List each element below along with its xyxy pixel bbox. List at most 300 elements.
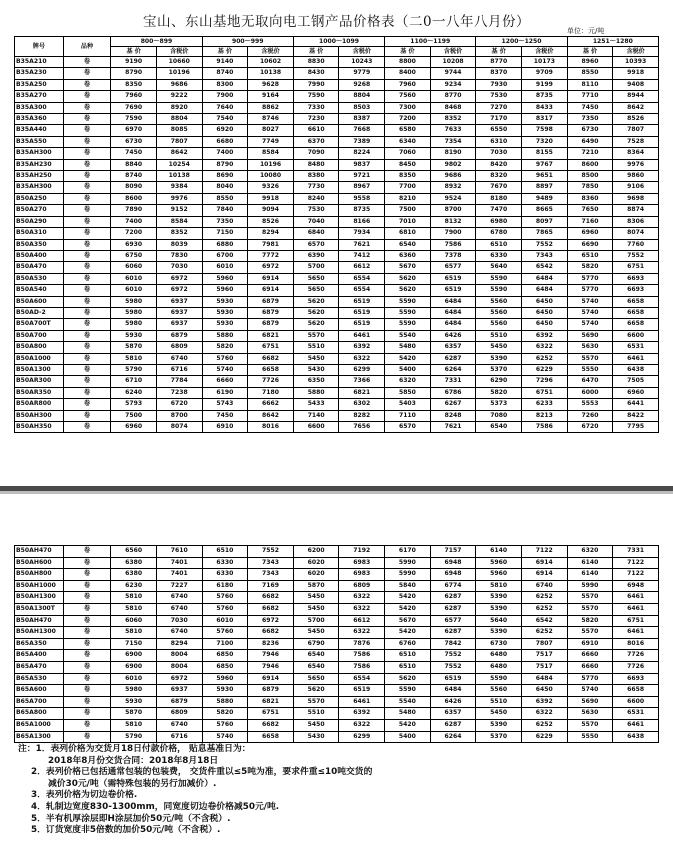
price-cell: 8236 — [248, 638, 294, 650]
price-cell: 6751 — [248, 708, 294, 720]
grade-cell: B35A550 — [15, 136, 64, 147]
price-cell: 5930 — [202, 307, 248, 318]
variety-cell: 卷 — [63, 557, 111, 569]
price-cell: 8746 — [248, 114, 294, 125]
price-cell: 5930 — [111, 696, 157, 708]
price-cell: 6658 — [613, 319, 659, 330]
price-cell: 6960 — [567, 228, 613, 239]
price-cell: 7450 — [111, 148, 157, 159]
price-cell: 7552 — [430, 661, 476, 673]
price-cell: 6660 — [567, 650, 613, 662]
grade-cell: B65A1000 — [15, 719, 64, 731]
price-cell: 8190 — [430, 148, 476, 159]
price-cell: 7150 — [111, 638, 157, 650]
table-row — [15, 731, 659, 743]
price-cell: 8740 — [111, 171, 157, 182]
price-cell: 6570 — [385, 422, 431, 433]
table-row — [15, 228, 659, 239]
table-row — [15, 615, 659, 627]
price-cell: 6519 — [339, 307, 385, 318]
price-cell: 5570 — [567, 627, 613, 639]
grade-cell: B50A400 — [15, 250, 64, 261]
price-cell: 6010 — [111, 285, 157, 296]
price-cell: 8085 — [156, 125, 202, 136]
price-cell: 8960 — [567, 57, 613, 68]
table-row — [15, 125, 659, 136]
price-cell: 6010 — [111, 673, 157, 685]
price-cell: 10196 — [248, 159, 294, 170]
variety-cell: 卷 — [63, 319, 111, 330]
header-width: 1200～1250 — [476, 37, 567, 47]
price-cell: 8420 — [476, 159, 522, 170]
price-cell: 5810 — [111, 719, 157, 731]
price-cell: 8110 — [567, 79, 613, 90]
price-cell: 7040 — [293, 216, 339, 227]
price-cell: 7749 — [248, 136, 294, 147]
price-cell: 7700 — [385, 182, 431, 193]
price-cell: 8016 — [248, 422, 294, 433]
price-cell: 7300 — [385, 102, 431, 113]
price-cell: 8642 — [156, 148, 202, 159]
variety-cell: 卷 — [63, 364, 111, 375]
price-cell: 7331 — [613, 546, 659, 558]
price-cell: 6510 — [385, 650, 431, 662]
grade-cell: B50AD-2 — [15, 307, 64, 318]
price-cell: 8642 — [248, 410, 294, 421]
price-cell: 7350 — [567, 114, 613, 125]
price-cell: 7100 — [202, 638, 248, 650]
price-cell: 6540 — [385, 239, 431, 250]
price-cell: 6660 — [567, 661, 613, 673]
price-cell: 7590 — [293, 91, 339, 102]
price-cell: 6370 — [293, 136, 339, 147]
variety-cell: 卷 — [63, 546, 111, 558]
grade-cell: B35A230 — [15, 68, 64, 79]
price-cell: 5790 — [111, 731, 157, 743]
price-cell: 6740 — [156, 603, 202, 615]
price-cell: 9326 — [248, 182, 294, 193]
variety-cell: 卷 — [63, 91, 111, 102]
price-cell: 8380 — [293, 171, 339, 182]
table-row — [15, 296, 659, 307]
grade-cell: B50A540 — [15, 285, 64, 296]
price-cell: 8282 — [339, 410, 385, 421]
price-cell: 7517 — [521, 661, 567, 673]
header-tax-price: 含税价 — [430, 47, 476, 57]
price-cell: 9152 — [156, 205, 202, 216]
price-cell: 6357 — [430, 342, 476, 353]
header-tax-price: 含税价 — [522, 47, 568, 57]
price-cell: 6577 — [430, 615, 476, 627]
price-cell: 5403 — [385, 399, 431, 410]
price-cell: 7650 — [567, 205, 613, 216]
price-cell: 10393 — [613, 57, 659, 68]
grade-cell: B50A250 — [15, 193, 64, 204]
price-cell: 6392 — [339, 342, 385, 353]
price-cell: 6519 — [339, 296, 385, 307]
price-cell: 8248 — [430, 410, 476, 421]
price-cell: 6850 — [202, 650, 248, 662]
price-cell: 5420 — [385, 719, 431, 731]
price-cell: 6580 — [385, 125, 431, 136]
price-cell: 6322 — [339, 353, 385, 364]
price-cell: 8874 — [613, 205, 659, 216]
price-cell: 6840 — [293, 228, 339, 239]
price-cell: 5820 — [567, 615, 613, 627]
grade-cell: B50A530 — [15, 273, 64, 284]
variety-cell: 卷 — [63, 239, 111, 250]
price-cell: 5420 — [385, 603, 431, 615]
price-cell: 7726 — [613, 661, 659, 673]
price-cell: 6484 — [430, 319, 476, 330]
price-cell: 6490 — [567, 136, 613, 147]
price-cell: 6322 — [339, 603, 385, 615]
price-cell: 5620 — [385, 673, 431, 685]
grade-cell: B50A1300 — [15, 364, 64, 375]
price-cell: 8320 — [476, 171, 522, 182]
price-cell: 8584 — [248, 148, 294, 159]
price-cell: 8700 — [430, 205, 476, 216]
price-cell: 8600 — [567, 159, 613, 170]
price-cell: 5990 — [385, 557, 431, 569]
price-cell: 6700 — [202, 250, 248, 261]
table-row — [15, 239, 659, 250]
price-cell: 6550 — [476, 125, 522, 136]
header-base-price: 基 价 — [567, 47, 613, 57]
price-cell: 6252 — [521, 719, 567, 731]
price-cell: 9140 — [202, 57, 248, 68]
page-break-shadow — [0, 491, 673, 494]
price-cell: 5810 — [111, 627, 157, 639]
price-cell: 6716 — [156, 364, 202, 375]
table-row — [15, 285, 659, 296]
price-cell: 9094 — [248, 205, 294, 216]
table-row — [15, 330, 659, 341]
price-cell: 6200 — [293, 546, 339, 558]
price-cell: 6519 — [430, 285, 476, 296]
variety-cell: 卷 — [63, 193, 111, 204]
price-cell: 5980 — [111, 307, 157, 318]
price-cell: 5810 — [476, 580, 522, 592]
price-cell: 7238 — [156, 387, 202, 398]
price-cell: 6937 — [156, 319, 202, 330]
price-cell: 6879 — [156, 330, 202, 341]
price-cell: 6484 — [430, 307, 476, 318]
price-cell: 6360 — [385, 250, 431, 261]
price-cell: 6693 — [613, 285, 659, 296]
price-cell: 8430 — [293, 68, 339, 79]
price-cell: 6484 — [521, 673, 567, 685]
price-cell: 6540 — [293, 661, 339, 673]
price-cell: 5640 — [476, 262, 522, 273]
price-cell: 9106 — [613, 182, 659, 193]
price-cell: 7090 — [293, 148, 339, 159]
price-cell: 6751 — [613, 615, 659, 627]
price-cell: 6438 — [613, 364, 659, 375]
price-cell: 6170 — [385, 546, 431, 558]
table-row — [15, 387, 659, 398]
price-cell: 5760 — [202, 592, 248, 604]
grade-cell: B50A310 — [15, 228, 64, 239]
price-cell: 5980 — [111, 296, 157, 307]
price-cell: 5640 — [476, 615, 522, 627]
variety-cell: 卷 — [63, 387, 111, 398]
price-cell: 6140 — [476, 546, 522, 558]
price-cell: 6322 — [339, 627, 385, 639]
price-cell: 8480 — [293, 159, 339, 170]
price-cell: 6230 — [111, 580, 157, 592]
price-cell: 7552 — [613, 250, 659, 261]
price-cell: 5960 — [476, 557, 522, 569]
price-cell: 8039 — [156, 239, 202, 250]
price-cell: 7760 — [613, 239, 659, 250]
price-cell: 8584 — [156, 216, 202, 227]
variety-cell: 卷 — [63, 592, 111, 604]
table-row — [15, 159, 659, 170]
table-row — [15, 696, 659, 708]
price-cell: 5760 — [202, 719, 248, 731]
grade-cell: B50AR350 — [15, 387, 64, 398]
price-cell: 8224 — [339, 148, 385, 159]
price-cell: 6380 — [111, 569, 157, 581]
price-cell: 8550 — [202, 193, 248, 204]
table-row — [15, 205, 659, 216]
price-cell: 6658 — [613, 685, 659, 697]
variety-cell: 卷 — [63, 376, 111, 387]
price-cell: 6983 — [339, 557, 385, 569]
table-row — [15, 399, 659, 410]
grade-cell: B65A1300 — [15, 731, 64, 743]
table-row — [15, 685, 659, 697]
price-cell: 5540 — [385, 330, 431, 341]
price-cell: 5930 — [202, 685, 248, 697]
grade-cell: B50A270 — [15, 205, 64, 216]
price-cell: 7670 — [476, 182, 522, 193]
price-cell: 5450 — [293, 592, 339, 604]
price-cell: 10138 — [156, 171, 202, 182]
price-cell: 5980 — [111, 319, 157, 330]
price-cell: 5390 — [476, 592, 522, 604]
price-cell: 5620 — [385, 273, 431, 284]
table-row — [15, 364, 659, 375]
price-cell: 7633 — [430, 125, 476, 136]
price-cell: 9190 — [111, 57, 157, 68]
price-cell: 10080 — [248, 171, 294, 182]
price-cell: 6730 — [567, 125, 613, 136]
price-cell: 6461 — [339, 696, 385, 708]
price-cell: 6948 — [430, 557, 476, 569]
price-cell: 9268 — [339, 79, 385, 90]
price-cell: 8700 — [156, 410, 202, 421]
price-cell: 6810 — [385, 228, 431, 239]
grade-cell: B50AR300 — [15, 376, 64, 387]
price-cell: 5740 — [202, 731, 248, 743]
price-cell: 6542 — [521, 615, 567, 627]
price-cell: 9779 — [339, 68, 385, 79]
price-cell: 9686 — [156, 79, 202, 90]
price-cell: 7842 — [430, 638, 476, 650]
price-cell: 5760 — [202, 627, 248, 639]
price-cell: 6519 — [430, 673, 476, 685]
price-cell: 8090 — [111, 182, 157, 193]
price-cell: 6740 — [156, 353, 202, 364]
price-cell: 5960 — [202, 285, 248, 296]
variety-cell: 卷 — [63, 205, 111, 216]
price-cell: 9222 — [156, 91, 202, 102]
table-row — [15, 557, 659, 569]
price-cell: 6287 — [430, 603, 476, 615]
price-cell: 5390 — [476, 353, 522, 364]
header-base-price: 基 价 — [476, 47, 522, 57]
price-cell: 6972 — [248, 262, 294, 273]
price-cell: 7586 — [430, 239, 476, 250]
price-cell: 5670 — [385, 262, 431, 273]
price-cell: 6480 — [476, 650, 522, 662]
price-cell: 6690 — [567, 239, 613, 250]
price-cell: 6910 — [567, 638, 613, 650]
table-row — [15, 353, 659, 364]
price-cell: 6914 — [248, 273, 294, 284]
price-cell: 6519 — [339, 685, 385, 697]
price-cell: 6510 — [385, 661, 431, 673]
price-cell: 7586 — [339, 661, 385, 673]
price-cell: 9860 — [613, 171, 659, 182]
price-cell: 6320 — [567, 546, 613, 558]
grade-cell: B35A250 — [15, 79, 64, 90]
table-row — [15, 719, 659, 731]
price-cell: 6252 — [521, 603, 567, 615]
price-cell: 5433 — [293, 399, 339, 410]
table-row — [15, 182, 659, 193]
price-cell: 6751 — [613, 262, 659, 273]
price-cell: 6461 — [613, 627, 659, 639]
price-cell: 5990 — [385, 569, 431, 581]
price-cell: 5390 — [476, 603, 522, 615]
variety-cell: 卷 — [63, 342, 111, 353]
price-cell: 6531 — [613, 342, 659, 353]
price-cell: 8370 — [476, 68, 522, 79]
price-cell: 6461 — [613, 353, 659, 364]
header-tax-price: 含税价 — [339, 47, 385, 57]
price-cell: 5980 — [111, 685, 157, 697]
table-row — [15, 708, 659, 720]
table-row — [15, 102, 659, 113]
price-cell: 6960 — [613, 387, 659, 398]
price-cell: 8027 — [248, 125, 294, 136]
price-cell: 7830 — [156, 250, 202, 261]
price-cell: 6786 — [430, 387, 476, 398]
variety-cell: 卷 — [63, 638, 111, 650]
price-cell: 7343 — [522, 250, 568, 261]
price-cell: 5390 — [476, 719, 522, 731]
price-cell: 6720 — [156, 399, 202, 410]
price-cell: 7930 — [476, 79, 522, 90]
price-cell: 6693 — [613, 273, 659, 284]
note-line: 减价30元/吨（需特殊包装的另行加减价）. — [48, 778, 217, 789]
price-cell: 6900 — [111, 661, 157, 673]
price-cell: 6948 — [613, 580, 659, 592]
price-cell: 5630 — [567, 708, 613, 720]
variety-cell: 卷 — [63, 148, 111, 159]
price-cell: 8210 — [385, 193, 431, 204]
price-cell: 5450 — [293, 627, 339, 639]
price-cell: 5820 — [202, 342, 248, 353]
header-tax-price: 含税价 — [613, 47, 659, 57]
price-cell: 6330 — [476, 250, 522, 261]
grade-cell: B50AH470 — [15, 615, 64, 627]
price-cell: 5960 — [202, 673, 248, 685]
price-cell: 7960 — [111, 91, 157, 102]
variety-cell: 卷 — [63, 102, 111, 113]
price-cell: 5570 — [567, 592, 613, 604]
note-line: 2018年8月份交货合同：2018年8月18日 — [48, 755, 219, 766]
note-line: 5．半有机厚涂层即H涂层加价50元/吨（不含税）. — [31, 813, 231, 824]
price-cell: 7260 — [567, 410, 613, 421]
table-row — [15, 148, 659, 159]
price-cell: 8770 — [430, 91, 476, 102]
price-cell: 5370 — [476, 731, 522, 743]
header-base-price: 基 价 — [202, 47, 248, 57]
price-cell: 7656 — [339, 422, 385, 433]
price-cell: 6980 — [476, 216, 522, 227]
price-cell: 6972 — [156, 273, 202, 284]
price-cell: 5880 — [202, 330, 248, 341]
price-cell: 8735 — [522, 91, 568, 102]
price-table-upper — [14, 36, 659, 433]
price-cell: 9199 — [522, 79, 568, 90]
price-cell: 6299 — [339, 364, 385, 375]
price-cell: 6287 — [430, 719, 476, 731]
variety-cell: 卷 — [63, 673, 111, 685]
price-cell: 6880 — [202, 239, 248, 250]
table-row — [15, 638, 659, 650]
grade-cell: B50A290 — [15, 216, 64, 227]
price-cell: 6252 — [521, 592, 567, 604]
price-cell: 7378 — [430, 250, 476, 261]
price-cell: 6267 — [430, 399, 476, 410]
price-cell: 6600 — [293, 422, 339, 433]
price-cell: 5420 — [385, 353, 431, 364]
price-cell: 6450 — [522, 319, 568, 330]
price-cell: 7227 — [156, 580, 202, 592]
grade-cell: B50A1300T — [15, 603, 64, 615]
price-cell: 6682 — [248, 603, 294, 615]
variety-cell: 卷 — [63, 57, 111, 68]
price-cell: 7157 — [430, 546, 476, 558]
price-cell: 8004 — [156, 661, 202, 673]
price-cell: 10196 — [156, 68, 202, 79]
price-cell: 8352 — [156, 228, 202, 239]
price-cell: 5550 — [567, 364, 613, 375]
price-cell: 5650 — [293, 673, 339, 685]
price-cell: 6660 — [202, 376, 248, 387]
table-row — [15, 57, 659, 68]
price-cell: 5590 — [385, 319, 431, 330]
price-cell: 6554 — [339, 285, 385, 296]
price-cell: 8400 — [385, 68, 431, 79]
price-cell: 6937 — [156, 685, 202, 697]
price-cell: 6560 — [111, 546, 157, 558]
grade-cell: B50A800 — [15, 342, 64, 353]
notes — [18, 744, 372, 837]
price-cell: 6751 — [522, 387, 568, 398]
table-row — [15, 546, 659, 558]
header-width: 900～999 — [202, 37, 293, 47]
price-cell: 7981 — [248, 239, 294, 250]
price-cell: 9709 — [522, 68, 568, 79]
price-cell: 8360 — [567, 193, 613, 204]
price-cell: 5373 — [476, 399, 522, 410]
